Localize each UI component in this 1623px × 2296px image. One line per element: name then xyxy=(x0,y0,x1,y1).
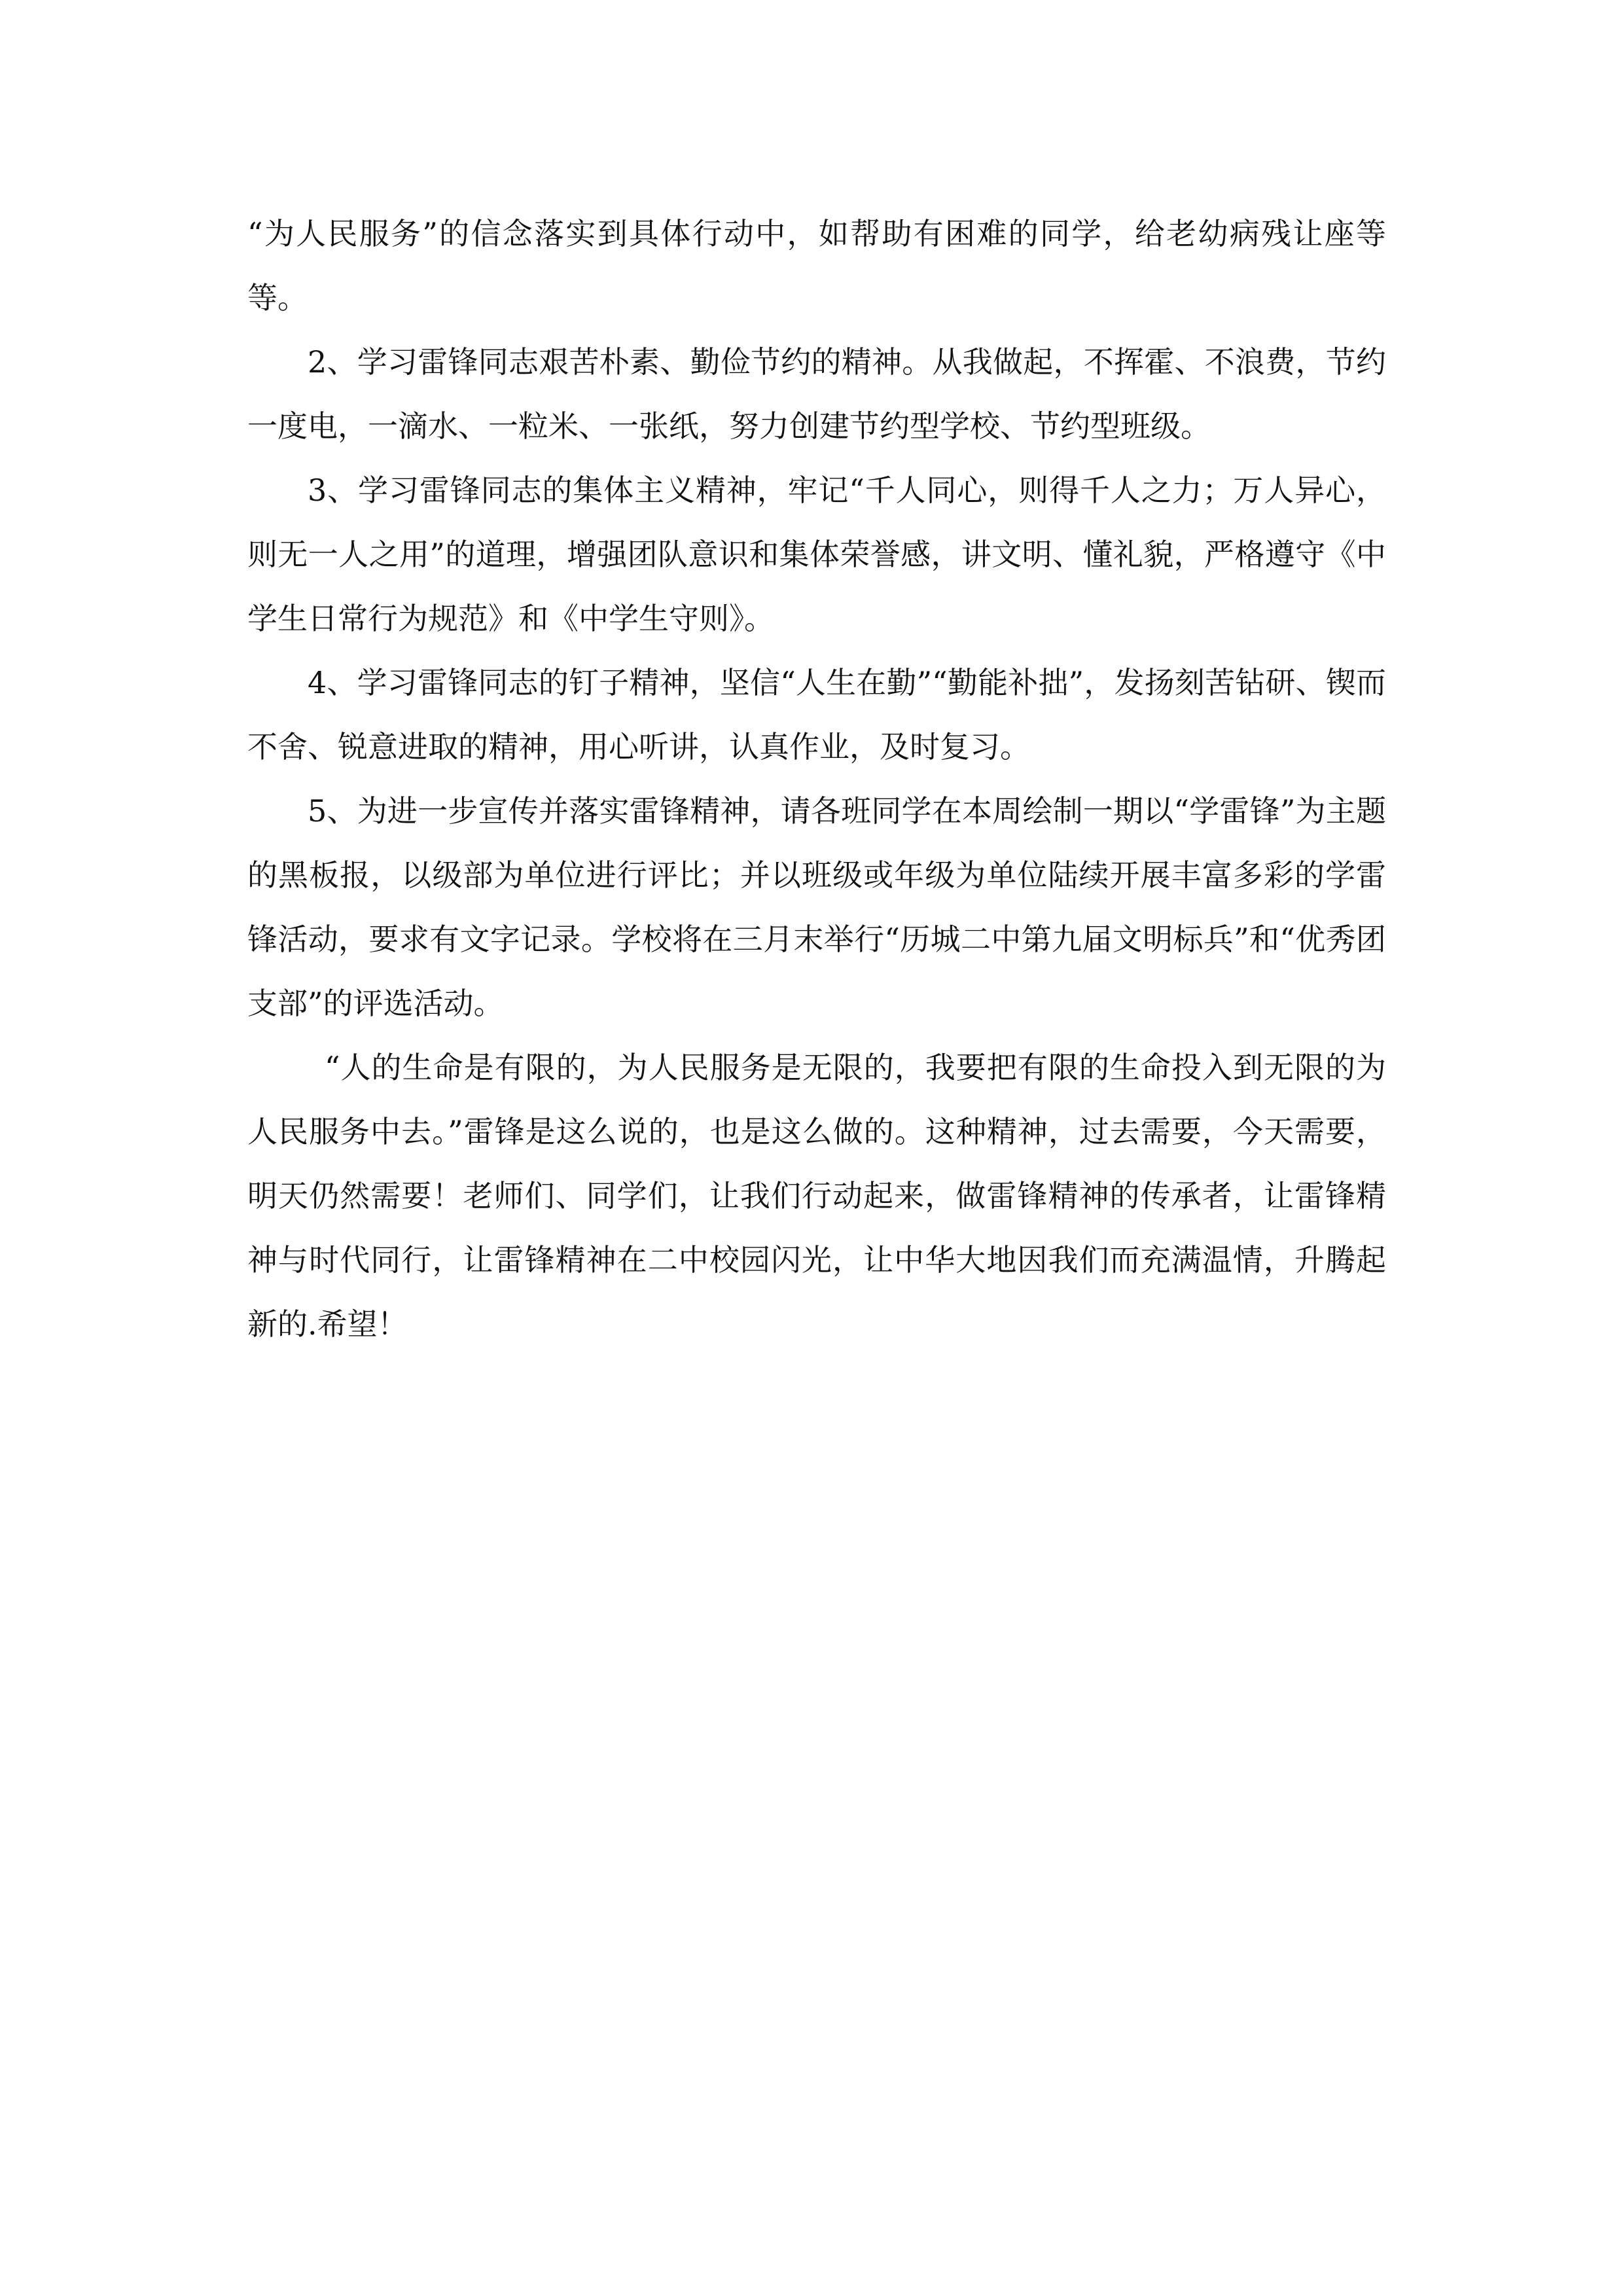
paragraph-item-3: 3、学习雷锋同志的集体主义精神，牢记“千人同心，则得千人之力；万人异心，则无一人之用”的道理，增强团队意识和集体荣誉感，讲文明、懂礼貌，严格遵守《中学生日常行为规范》和《中学生守则》。 xyxy=(247,473,1386,636)
paragraph-item-5: 5、为进一步宣传并落实雷锋精神，请各班同学在本周绘制一期以“学雷锋”为主题的黑板报，以级部为单位进行评比；并以班级或年级为单位陆续开展丰富多彩的学雷锋活动，要求有文字记录。学校将在三月末举行“历城二中第九届文明标兵”和“优秀团支部”的评选活动。 xyxy=(247,793,1386,1021)
document-body xyxy=(247,202,1386,1356)
paragraph-item-4: 4、学习雷锋同志的钉子精神，坚信“人生在勤”“勤能补拙”，发扬刻苦钻研、锲而不舍、锐意进取的精神，用心听讲，认真作业，及时复习。 xyxy=(247,665,1386,764)
paragraph-item-2: 2、学习雷锋同志艰苦朴素、勤俭节约的精神。从我做起，不挥霍、不浪费，节约一度电，一滴水、一粒米、一张纸，努力创建节约型学校、节约型班级。 xyxy=(247,344,1386,444)
paragraph-continuation: “为人民服务”的信念落实到具体行动中，如帮助有困难的同学，给老幼病残让座等等。 xyxy=(247,216,1386,315)
paragraph-conclusion: “人的生命是有限的，为人民服务是无限的，我要把有限的生命投入到无限的为人民服务中去。”雷锋是这么说的，也是这么做的。这种精神，过去需要，今天需要，明天仍然需要！老师们、同学们，让我们行动起来，做雷锋精神的传承者，让雷锋精神与时代同行，让雷锋精神在二中校园闪光，让中华大地因我们而充满温情，升腾起新的.希望！ xyxy=(247,1050,1386,1342)
